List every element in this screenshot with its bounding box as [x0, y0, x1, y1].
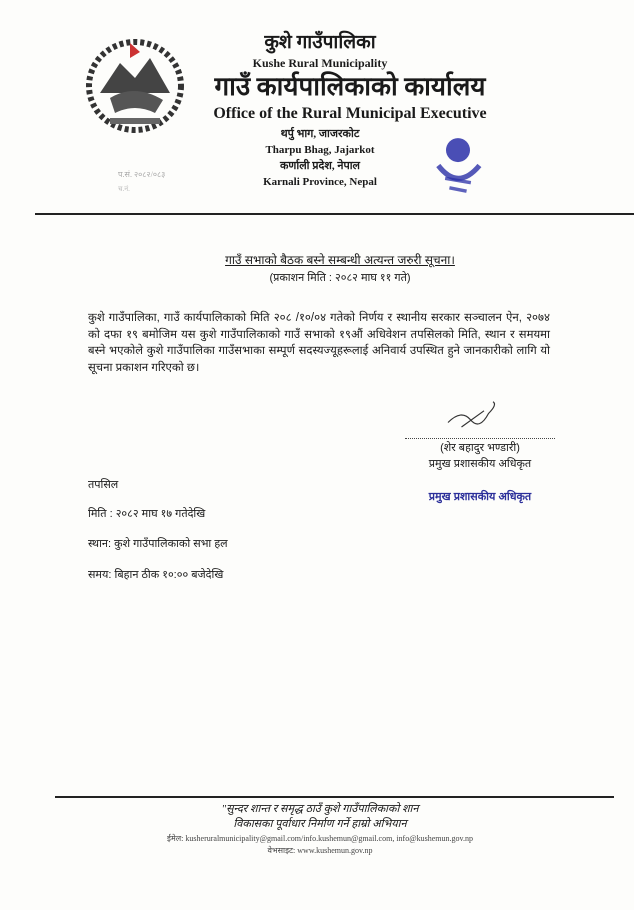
meeting-date: मिति : २०८२ माघ १७ गतेदेखि: [88, 508, 206, 520]
address1-np: थर्पु भाग, जाजरकोट: [280, 128, 360, 140]
publish-date: (प्रकाशन मिति : २०८२ माघ ११ गते): [269, 272, 411, 284]
municipality-name-np: कुशे गाउँपालिका: [264, 32, 376, 53]
address1-en: Tharpu Bhag, Jajarkot: [265, 144, 375, 156]
meeting-time: समय: बिहान ठीक १०:०० बजेदेखि: [88, 569, 224, 581]
dispatch-number: च.नं.: [118, 185, 130, 193]
header-divider: [35, 213, 634, 215]
signatory-designation: प्रमुख प्रशासकीय अधिकृत: [428, 458, 532, 470]
signature-line: [405, 438, 555, 439]
office-stamp: [428, 128, 488, 203]
address2-np: कर्णाली प्रदेश, नेपाल: [279, 160, 361, 172]
reference-number: प.सं. २०८२/०८३: [118, 170, 166, 179]
office-name-en: Office of the Rural Municipal Executive: [213, 105, 487, 122]
footer-website: वेभसाइट: www.kushemun.gov.np: [267, 846, 373, 855]
office-name-np: गाउँ कार्यपालिकाको कार्यालय: [214, 72, 486, 101]
footer-slogan-1: "सुन्दर शान्त र समृद्ध ठाउँ कुशे गाउँपालिकाको शान: [221, 803, 419, 815]
footer-slogan-2: विकासका पूर्वाधार निर्माण गर्ने हाम्रो अभियान: [233, 818, 407, 830]
footer-email: ईमेल: kusheruralmunicipality@gmail.com/info.kushemun@gmail.com, info@kushemun.gov.np: [167, 834, 473, 843]
designation-stamp: प्रमुख प्रशासकीय अधिकृत: [428, 491, 532, 503]
meeting-venue: स्थान: कुशे गाउँपालिकाको सभा हल: [88, 538, 228, 550]
address2-en: Karnali Province, Nepal: [263, 176, 377, 188]
details-heading: तपसिल: [88, 479, 119, 491]
notice-title: गाउँ सभाको बैठक बस्ने सम्बन्धी अत्यन्त जरुरी सूचना।: [225, 253, 455, 267]
signature: [440, 400, 510, 436]
notice-body: कुशे गाउँपालिका, गाउँ कार्यपालिकाको मिति २०८ /१०/०४ गतेको निर्णय र स्थानीय सरकार सञ्चालन ऐन, २०७४ को दफा १९ बमोजिम यस कुशे गाउँपालिकाको गाउँ सभाको १९औं अधिवेशन तपसिलको मिति, स्थान र समयमा बस्ने भएकोले कुशे गाउँपालिका गाउँसभाका सम्पूर्ण सदस्यज्यूहरूलाई अनिवार्य उपस्थित हुने जानकारीको लागि यो सूचना प्रकाशन गरिएको छ।: [88, 312, 550, 374]
footer-divider: [55, 796, 614, 798]
signatory-name: (शेर बहादुर भण्डारी): [440, 442, 520, 454]
municipality-name-en: Kushe Rural Municipality: [252, 56, 388, 70]
